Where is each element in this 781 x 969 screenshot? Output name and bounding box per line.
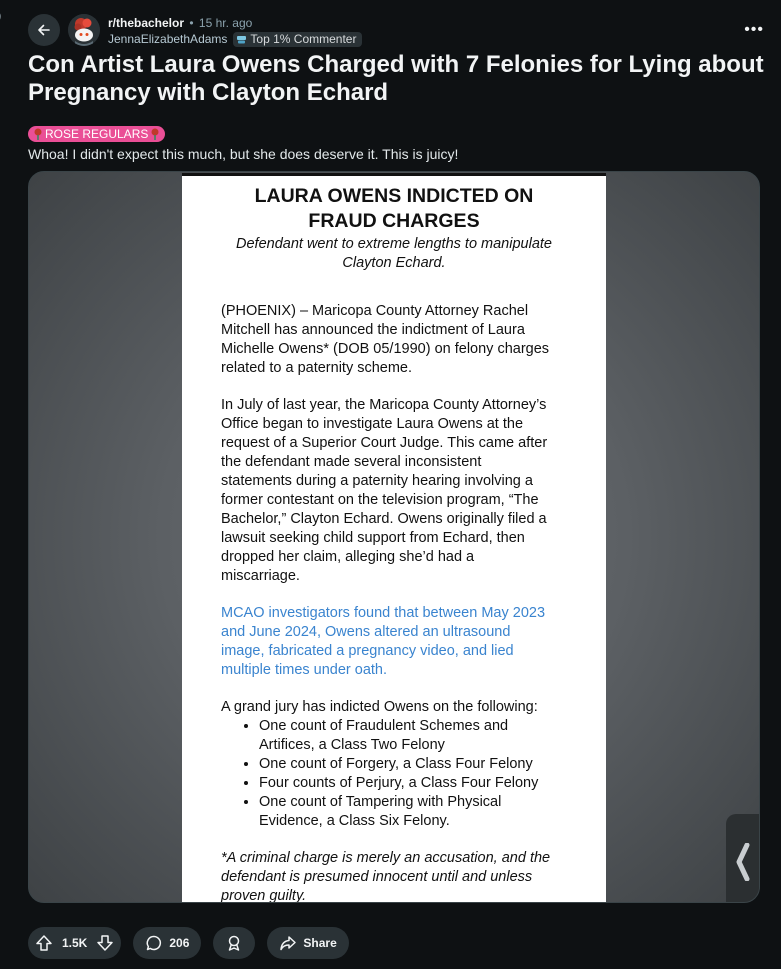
share-icon xyxy=(279,934,297,952)
charge-line: • One count of Tampering with Physical xyxy=(259,794,502,810)
press-line: lawsuit seeking child support from Echard, then xyxy=(221,530,525,546)
press-line: request of a Superior Court Judge. This came after xyxy=(221,435,548,451)
carousel-prev-button[interactable] xyxy=(726,814,760,903)
press-release-image xyxy=(182,173,606,903)
downvote-icon[interactable] xyxy=(95,933,115,953)
comments-button[interactable] xyxy=(133,927,201,959)
press-paragraph-highlight xyxy=(221,604,576,680)
press-line: defendant is presumed innocent until and unless xyxy=(221,869,533,885)
back-button[interactable] xyxy=(28,14,60,46)
subreddit-avatar[interactable] xyxy=(68,14,100,46)
press-line: proven guilty. xyxy=(221,888,307,903)
charge-item xyxy=(259,774,576,793)
subreddit-link[interactable]: r/thebachelor xyxy=(108,16,185,30)
post-image-carousel[interactable] xyxy=(28,171,760,903)
charges-list xyxy=(221,717,576,831)
edge-glyph xyxy=(0,8,1,23)
press-disclaimer xyxy=(221,849,576,903)
post-time: 15 hr. ago xyxy=(198,16,253,30)
post-body: Whoa! I didn't expect this much, but she does deserve it. This is juicy! xyxy=(28,146,459,162)
press-headline xyxy=(182,184,606,234)
post-meta xyxy=(108,15,362,47)
press-subhead-line: Defendant went to extreme lengths to manipulate xyxy=(236,236,552,252)
press-line: Office began to investigate Laura Owens at the xyxy=(221,416,524,432)
press-line: the defendant made several inconsistent xyxy=(221,454,482,470)
charge-line: • Four counts of Perjury, a Class Four Felony xyxy=(259,775,539,791)
charge-line: • One count of Forgery, a Class Four Felony xyxy=(259,756,533,772)
press-paragraph xyxy=(221,302,576,378)
press-line: miscarriage. xyxy=(221,568,300,584)
post-flair[interactable] xyxy=(28,126,165,142)
press-line: image, fabricated a pregnancy video, and lied xyxy=(221,643,514,659)
rose-icon xyxy=(150,128,160,140)
charge-line: Evidence, a Class Six Felony. xyxy=(259,813,450,829)
charge-line: • One count of Fraudulent Schemes and xyxy=(259,718,509,734)
press-line: dropped her claim, alleging she’d had a xyxy=(221,549,475,565)
press-paragraph xyxy=(221,396,576,586)
charge-item xyxy=(259,755,576,774)
comment-icon xyxy=(145,934,163,952)
vote-score: 1.5K xyxy=(62,936,88,950)
commenter-badge xyxy=(233,32,362,47)
press-subhead xyxy=(182,235,606,273)
press-line: *A criminal charge is merely an accusation, and the xyxy=(221,850,551,866)
share-label: Share xyxy=(303,936,337,950)
charge-item xyxy=(259,793,576,831)
meta-separator: • xyxy=(189,16,194,30)
charges-intro: A grand jury has indicted Owens on the following: xyxy=(221,699,538,715)
press-line: multiple times under oath. xyxy=(221,662,388,678)
post-header xyxy=(28,14,768,48)
press-line: In July of last year, the Maricopa County Attorney’s xyxy=(221,397,547,413)
author-link[interactable]: JennaElizabethAdams xyxy=(108,32,228,46)
commenter-badge-label: Top 1% Commenter xyxy=(250,31,357,46)
post-actions xyxy=(28,927,349,959)
trophy-icon xyxy=(236,34,247,45)
press-line: and June 2024, Owens altered an ultrasound xyxy=(221,624,511,640)
press-line: related to a paternity scheme. xyxy=(221,360,413,376)
charge-item xyxy=(259,717,576,755)
press-body xyxy=(182,302,606,903)
comments-count: 206 xyxy=(169,936,190,950)
award-icon xyxy=(225,934,243,952)
chevron-left-icon xyxy=(735,843,751,881)
press-headline-line: LAURA OWENS INDICTED ON xyxy=(254,185,534,207)
award-button[interactable] xyxy=(213,927,255,959)
arrow-left-icon xyxy=(36,22,52,38)
press-line: former contestant on the television program, “The xyxy=(221,492,539,508)
press-line: Mitchell has announced the indictment of Laura xyxy=(221,322,525,338)
share-button[interactable] xyxy=(267,927,348,959)
press-headline-line: FRAUD CHARGES xyxy=(308,210,480,232)
post-title: Con Artist Laura Owens Charged with 7 Felonies for Lying about Pregnancy with Clayton Echard xyxy=(28,51,764,106)
post-flair-label: ROSE REGULARS xyxy=(45,127,149,141)
press-line: Bachelor,” Clayton Echard. Owens originally filed a xyxy=(221,511,547,527)
upvote-icon[interactable] xyxy=(34,933,54,953)
rose-icon xyxy=(33,128,43,140)
vote-bar xyxy=(28,927,121,959)
more-options-button[interactable]: ••• xyxy=(744,21,764,38)
press-subhead-line: Clayton Echard. xyxy=(342,255,446,271)
press-line: MCAO investigators found that between May 2023 xyxy=(221,605,546,621)
press-line: Michelle Owens* (DOB 05/1990) on felony charges xyxy=(221,341,550,357)
press-line: (PHOENIX) – Maricopa County Attorney Rachel xyxy=(221,303,529,319)
press-line: statements during a paternity hearing involving a xyxy=(221,473,533,489)
charge-line: Artifices, a Class Two Felony xyxy=(259,737,445,753)
rose-snoo-icon xyxy=(68,14,100,46)
